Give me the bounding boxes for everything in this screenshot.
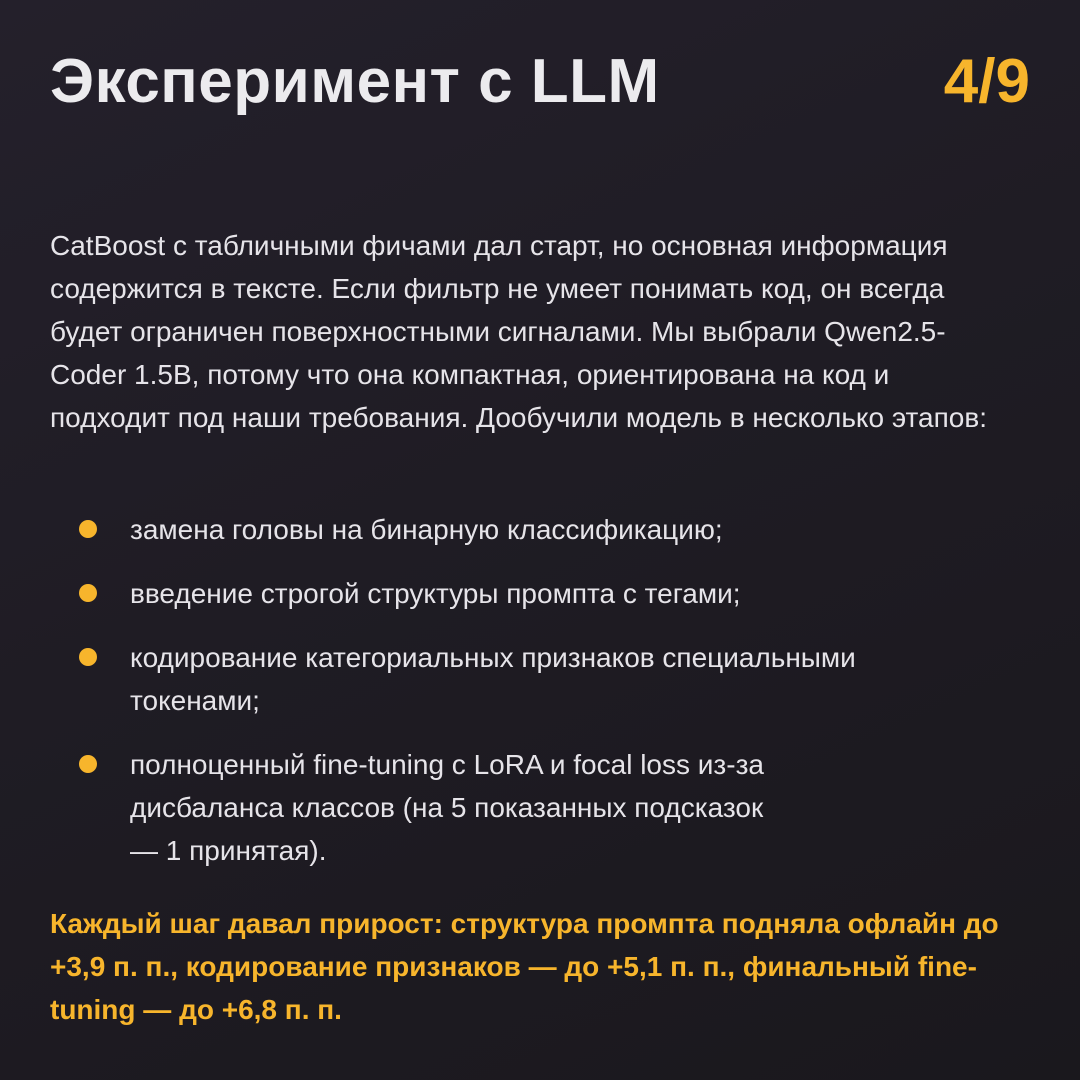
intro-paragraph: CatBoost с табличными фичами дал старт, но основная информация содержится в тексте. Если фильтр не умеет понимать код, он всегда будет ограничен поверхностными сигналами. Мы выбрали Qwen2.5-Coder 1.5B, потому что она компактная, ориентирована на код и подходит под наши требования. Дообучили модель в несколько этапов: [50,230,987,433]
list-item [50,636,1030,722]
list-item-text: кодирование категориальных признаков специальными токенами; [130,642,856,716]
list-item [50,572,1030,615]
summary-paragraph: Каждый шаг давал прирост: структура промпта подняла офлайн до +3,9 п. п., кодирование признаков — до +5,1 п. п., финальный fine-tuning — до +6,8 п. п. [50,908,999,1025]
steps-list [50,508,1030,893]
list-item-text: полноценный fine-tuning с LoRA и focal loss из-за дисбаланса классов (на 5 показанных подсказок — 1 принятая). [130,749,764,866]
bullet-dot-icon [79,584,97,602]
list-item-text: замена головы на бинарную классификацию; [130,514,723,545]
slide-title: Эксперимент с LLM [50,47,660,116]
list-item [50,508,1030,551]
bullet-dot-icon [79,648,97,666]
bullet-dot-icon [79,755,97,773]
page-counter: 4/9 [943,47,1030,116]
bullet-dot-icon [79,520,97,538]
list-item [50,743,1030,872]
list-item-text: введение строгой структуры промпта с тегами; [130,578,741,609]
